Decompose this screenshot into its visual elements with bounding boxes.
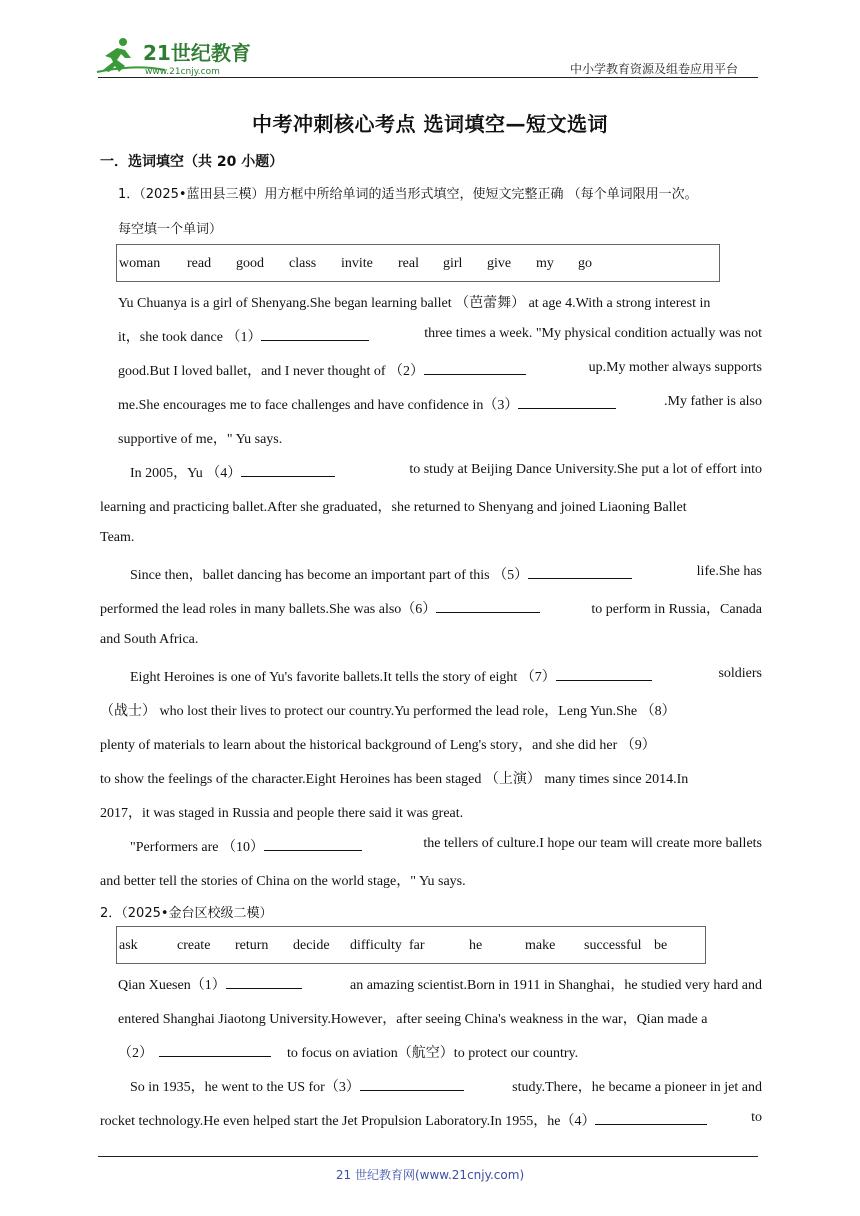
q2-word: decide — [293, 938, 330, 953]
q1-word: woman — [119, 256, 161, 271]
q1-word: my — [536, 256, 554, 271]
text-line: Qian Xuesen（1） an amazing scientist.Born in 1911 in Shanghai，he studied very hard and — [118, 974, 762, 994]
text-line: performed the lead roles in many ballets.She was also（6） to perform in Russia，Canada — [100, 598, 762, 618]
logo-main-text: 21世纪教育 — [143, 41, 251, 65]
answer-blank[interactable] — [264, 836, 362, 851]
q2-word: return — [235, 938, 269, 953]
answer-blank[interactable] — [556, 666, 652, 681]
text-line: Yu Chuanya is a girl of Shenyang.She began learning ballet （芭蕾舞） at age 4.With a strong interest in — [118, 296, 711, 311]
text-line: plenty of materials to learn about the historical background of Leng's story，and she did her （9） — [100, 738, 656, 753]
answer-blank[interactable] — [226, 974, 302, 989]
text-line: Eight Heroines is one of Yu's favorite ballets.It tells the story of eight （7） soldiers — [130, 666, 762, 685]
logo-url-text: www.21cnjy.com — [145, 67, 220, 77]
q1-word: read — [187, 256, 212, 271]
q2-heading: 2．（2025•金台区校级二模） — [100, 906, 273, 921]
q2-word-box — [116, 926, 706, 964]
q2-word: far — [409, 938, 425, 953]
q1-word: give — [487, 256, 512, 271]
q1-heading: 1．（2025•蓝田县三模）用方框中所给单词的适当形式填空，使短文完整正确 （每个单词限用一次。 — [118, 187, 698, 202]
footer-divider — [98, 1156, 758, 1157]
header-divider — [98, 77, 758, 78]
q2-word: he — [469, 938, 483, 953]
q1-heading-cont: 每空填一个单词） — [118, 222, 223, 237]
q2-word: create — [177, 938, 211, 953]
q2-word: successful — [584, 938, 642, 953]
text-line: 2017，it was staged in Russia and people there said it was great. — [100, 806, 464, 821]
answer-blank[interactable] — [261, 326, 369, 341]
answer-blank[interactable] — [528, 564, 632, 579]
q2-word: difficulty — [350, 938, 402, 953]
q1-word: good — [236, 256, 264, 271]
text-line: supportive of me，" Yu says. — [118, 432, 283, 447]
text-line: In 2005，Yu （4） to study at Beijing Dance University.She put a lot of effort into — [130, 462, 762, 481]
q1-word: go — [578, 256, 592, 271]
answer-blank[interactable] — [159, 1042, 271, 1057]
answer-blank[interactable] — [595, 1110, 707, 1125]
text-line: So in 1935，he went to the US for（3） study.There，he became a pioneer in jet and — [130, 1076, 762, 1096]
text-line: （2） to focus on aviation（航空）to protect our country. — [118, 1042, 578, 1062]
text-line: rocket technology.He even helped start the Jet Propulsion Laboratory.In 1955，he（4） to — [100, 1110, 762, 1129]
header-platform-text: 中小学教育资源及组卷应用平台 — [570, 62, 739, 76]
text-line: （战士） who lost their lives to protect our country.Yu performed the lead role，Leng Yun.She （8） — [100, 704, 676, 719]
text-line: good.But I loved ballet，and I never thought of （2） up.My mother always supports — [118, 360, 762, 379]
text-line: and better tell the stories of China on the world stage，" Yu says. — [100, 874, 466, 889]
answer-blank[interactable] — [436, 598, 540, 613]
q2-word: be — [654, 938, 668, 953]
footer-text: 21 世纪教育网(www.21cnjy.com) — [335, 1168, 525, 1182]
q1-word: class — [289, 256, 317, 271]
section-heading: 一．选词填空（共 20 小题） — [100, 154, 284, 170]
text-line: me.She encourages me to face challenges and have confidence in（3） .My father is also — [118, 394, 762, 413]
q2-word: ask — [119, 938, 138, 953]
site-logo — [95, 36, 260, 78]
text-line: Since then，ballet dancing has become an important part of this （5） life.She has — [130, 564, 762, 583]
text-line: learning and practicing ballet.After she graduated，she returned to Shenyang and joined Liaoning Ballet — [100, 500, 687, 515]
text-line: to show the feelings of the character.Eight Heroines has been staged （上演） many times since 2014.In — [100, 772, 689, 787]
answer-blank[interactable] — [424, 360, 526, 375]
answer-blank[interactable] — [518, 394, 616, 409]
q1-word: real — [398, 256, 419, 271]
q1-word: girl — [443, 256, 463, 271]
q1-word: invite — [341, 256, 373, 271]
answer-blank[interactable] — [360, 1076, 464, 1091]
text-line: Team. — [100, 530, 135, 545]
page-title: 中考冲刺核心考点 选词填空—短文选词 — [252, 112, 608, 136]
q2-word: make — [525, 938, 556, 953]
text-line: entered Shanghai Jiaotong University.However，after seeing China's weakness in the war，Qian made a — [118, 1012, 708, 1027]
text-line: "Performers are （10） the tellers of culture.I hope our team will create more ballets — [130, 836, 762, 855]
q1-word-box — [116, 244, 720, 282]
text-line: it，she took dance （1） three times a week. "My physical condition actually was not — [118, 326, 762, 345]
text-line: and South Africa. — [100, 632, 199, 647]
answer-blank[interactable] — [241, 462, 335, 477]
